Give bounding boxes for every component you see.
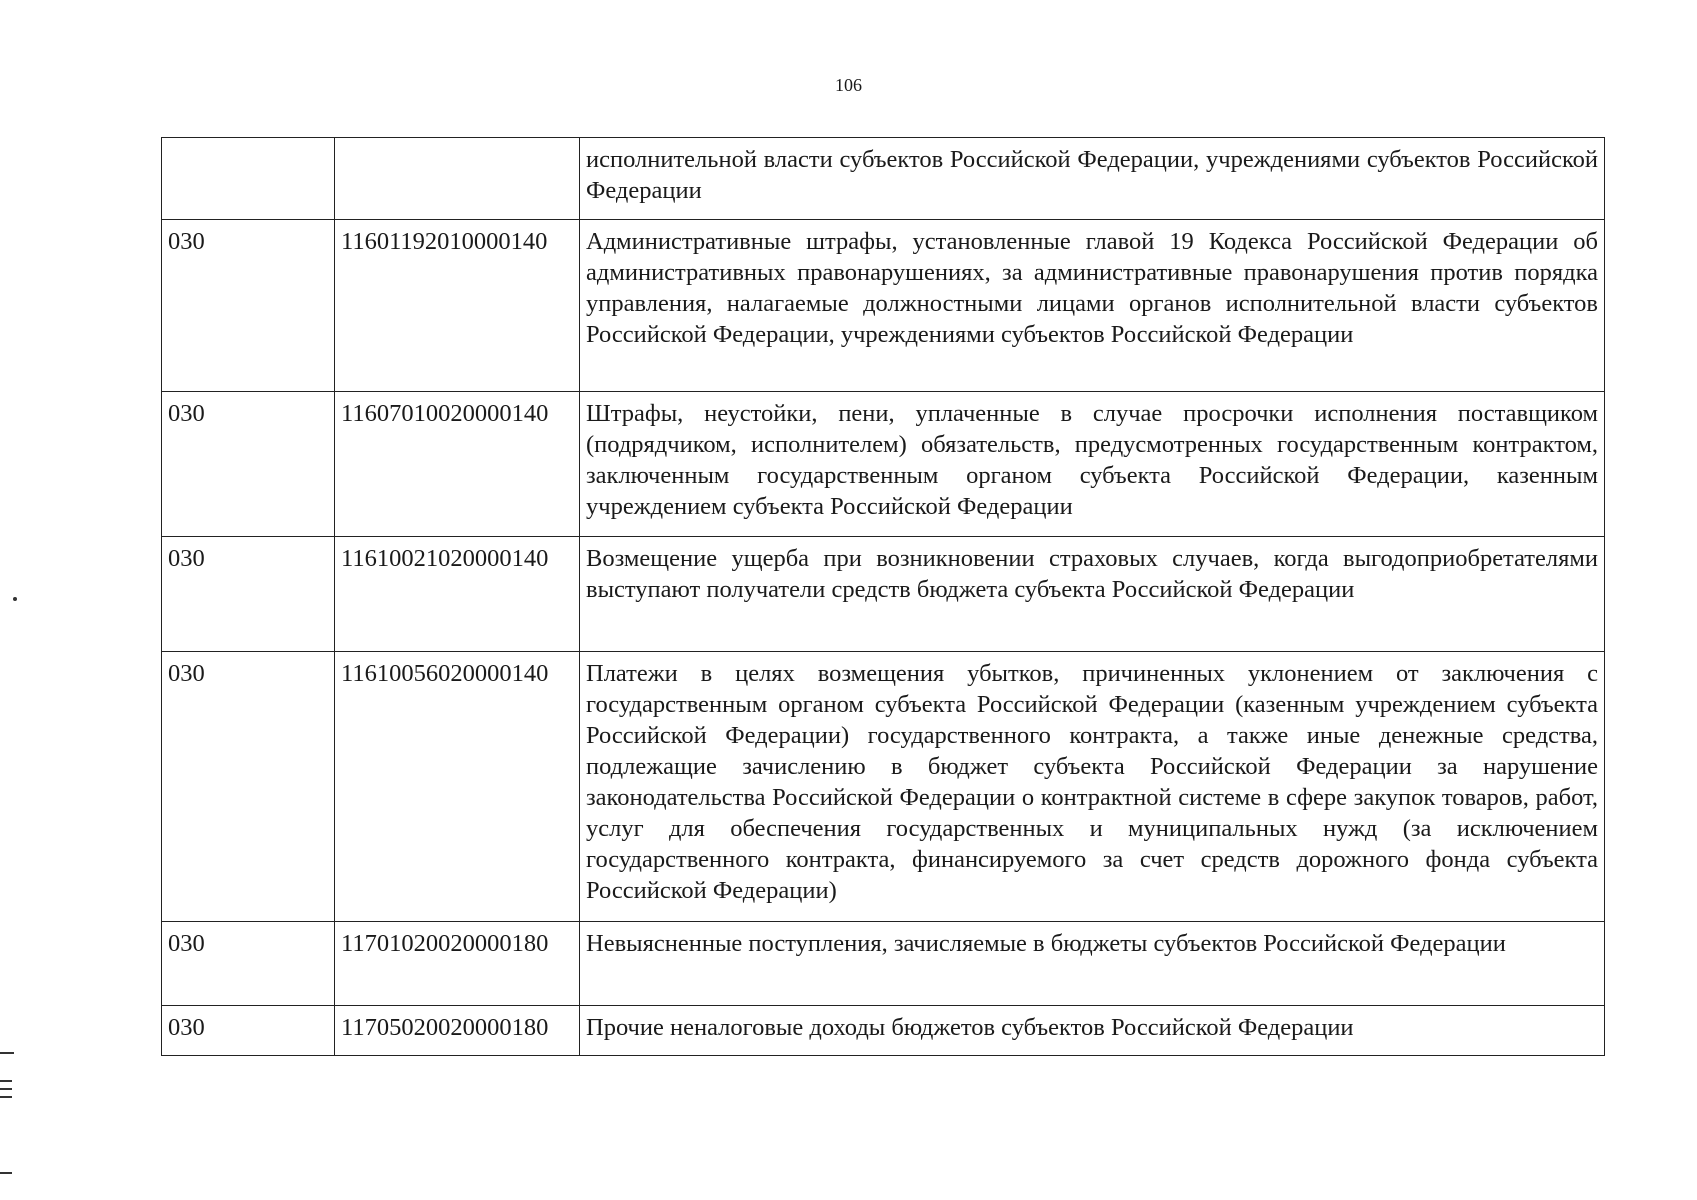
table-row <box>162 138 1605 220</box>
kbk-code-cell <box>335 138 580 220</box>
kbk-code-cell: 11701020020000180 <box>335 922 580 1006</box>
table-row <box>162 392 1605 537</box>
description-cell: Прочие неналоговые доходы бюджетов субъектов Российской Федерации <box>580 1006 1605 1056</box>
kbk-code-cell: 11601192010000140 <box>335 220 580 392</box>
admin-code-cell: 030 <box>162 1006 335 1056</box>
description-cell: исполнительной власти субъектов Российской Федерации, учреждениями субъектов Российской Федерации <box>580 138 1605 220</box>
admin-code-cell: 030 <box>162 392 335 537</box>
table-row <box>162 537 1605 652</box>
description-cell: Административные штрафы, установленные главой 19 Кодекса Российской Федерации об административных правонарушениях, за административные правонарушения против порядка управления, налагаемые должностными лицами органов исполнительной власти субъектов Российской Федерации, учреждениями субъектов Российской Федерации <box>580 220 1605 392</box>
scan-tick <box>0 1096 12 1098</box>
kbk-code-cell: 11610056020000140 <box>335 652 580 922</box>
table-row <box>162 922 1605 1006</box>
table-row <box>162 652 1605 922</box>
revenue-codes-table <box>161 137 1605 1056</box>
kbk-code-cell: 11610021020000140 <box>335 537 580 652</box>
kbk-code-cell: 11705020020000180 <box>335 1006 580 1056</box>
scan-tick <box>0 1172 12 1174</box>
admin-code-cell: 030 <box>162 220 335 392</box>
description-cell: Штрафы, неустойки, пени, уплаченные в случае просрочки исполнения поставщиком (подрядчиком, исполнителем) обязательств, предусмотренных государственным контрактом, заключенным государственным органом субъекта Российской Федерации, казенным учреждением субъекта Российской Федерации <box>580 392 1605 537</box>
scan-tick <box>0 1052 14 1054</box>
admin-code-cell: 030 <box>162 652 335 922</box>
description-cell: Возмещение ущерба при возникновении страховых случаев, когда выгодоприобретателями выступают получатели средств бюджета субъекта Российской Федерации <box>580 537 1605 652</box>
kbk-code-cell: 11607010020000140 <box>335 392 580 537</box>
table-row <box>162 220 1605 392</box>
scan-tick <box>0 1088 12 1090</box>
scan-tick <box>0 1080 12 1082</box>
description-cell: Невыясненные поступления, зачисляемые в бюджеты субъектов Российской Федерации <box>580 922 1605 1006</box>
page-number: 106 <box>835 75 862 95</box>
admin-code-cell <box>162 138 335 220</box>
scan-dot <box>13 597 17 601</box>
table-row <box>162 1006 1605 1056</box>
description-cell: Платежи в целях возмещения убытков, причиненных уклонением от заключения с государственным органом субъекта Российской Федерации (казенным учреждением субъекта Российской Федерации) государственного контракта, а также иные денежные средства, подлежащие зачислению в бюджет субъекта Российской Федерации за нарушение законодательства Российской Федерации о контрактной системе в сфере закупок товаров, работ, услуг для обеспечения государственных и муниципальных нужд (за исключением государственного контракта, финансируемого за счет средств дорожного фонда субъекта Российской Федерации) <box>580 652 1605 922</box>
admin-code-cell: 030 <box>162 922 335 1006</box>
admin-code-cell: 030 <box>162 537 335 652</box>
